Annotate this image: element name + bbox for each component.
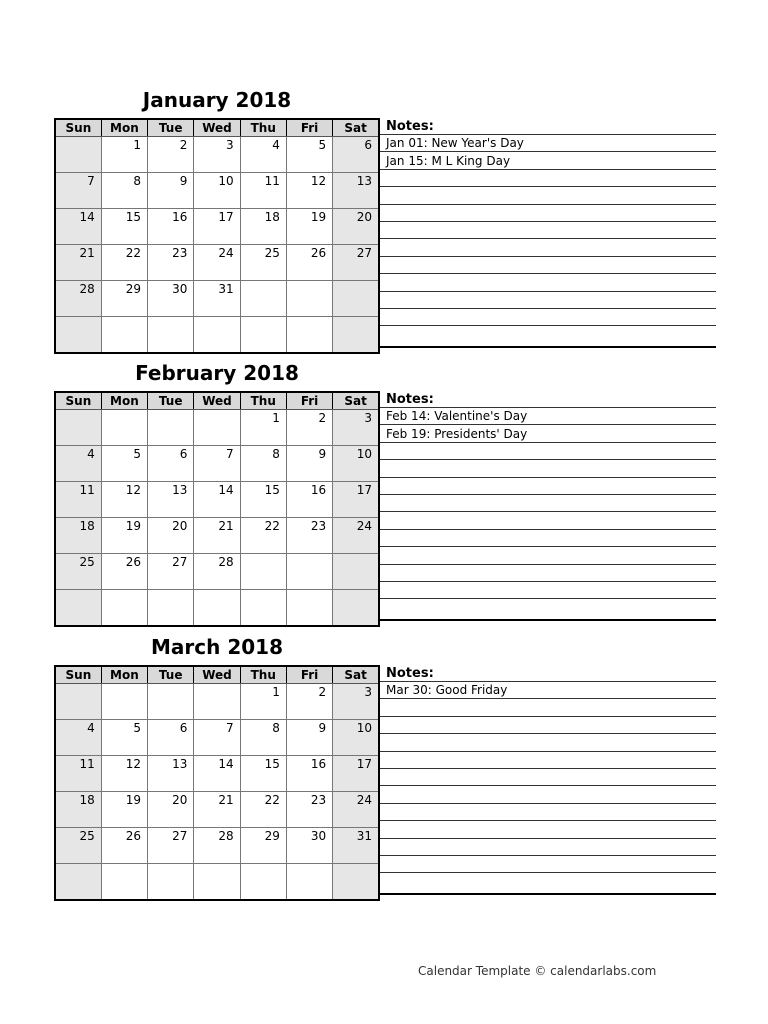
day-cell: 23 (286, 792, 332, 828)
day-cell: 11 (240, 173, 286, 209)
note-line (380, 582, 716, 599)
day-cell: 8 (101, 173, 147, 209)
day-cell: 3 (333, 410, 379, 446)
note-line (380, 257, 716, 274)
day-cell: 23 (148, 245, 194, 281)
notes-panel (380, 391, 716, 621)
weekday-header: Tue (148, 392, 194, 410)
week-row (55, 792, 379, 828)
day-cell: 29 (101, 281, 147, 317)
day-cell: 22 (240, 518, 286, 554)
note-line (380, 717, 716, 734)
note-line (380, 188, 716, 205)
day-cell: 13 (333, 173, 379, 209)
week-row (55, 828, 379, 864)
day-cell: 28 (194, 828, 240, 864)
day-cell: 7 (194, 446, 240, 482)
day-cell: 16 (148, 209, 194, 245)
weekday-header: Fri (286, 119, 332, 137)
day-cell: 12 (101, 756, 147, 792)
day-cell: 17 (333, 756, 379, 792)
weekday-header: Mon (101, 119, 147, 137)
day-cell: 21 (55, 245, 101, 281)
day-cell: 29 (240, 828, 286, 864)
note-line: Jan 15: M L King Day (380, 153, 716, 170)
note-line (380, 530, 716, 547)
day-cell (55, 590, 101, 627)
month-grid (54, 391, 380, 627)
day-cell (194, 410, 240, 446)
day-cell: 8 (240, 720, 286, 756)
note-line (380, 822, 716, 839)
day-cell: 5 (286, 137, 332, 173)
day-cell: 27 (148, 554, 194, 590)
day-cell: 25 (55, 554, 101, 590)
note-line (380, 565, 716, 582)
day-cell (286, 864, 332, 901)
day-cell: 2 (286, 684, 332, 720)
weekday-header: Sat (333, 119, 379, 137)
notes-label: Notes: (386, 392, 434, 407)
note-line (380, 700, 716, 717)
note-line: Jan 01: New Year's Day (380, 135, 716, 152)
note-line (380, 478, 716, 495)
day-cell (148, 864, 194, 901)
day-cell: 21 (194, 518, 240, 554)
day-cell: 9 (286, 446, 332, 482)
month-title: January 2018 (142, 88, 292, 112)
note-line: Feb 19: Presidents' Day (380, 426, 716, 443)
day-cell: 10 (333, 446, 379, 482)
day-cell (286, 317, 332, 354)
day-cell: 25 (240, 245, 286, 281)
day-cell: 20 (333, 209, 379, 245)
day-cell (333, 590, 379, 627)
weekday-header: Wed (194, 119, 240, 137)
day-cell (240, 554, 286, 590)
day-cell: 12 (286, 173, 332, 209)
note-line (380, 752, 716, 769)
day-cell: 28 (55, 281, 101, 317)
weekday-header: Fri (286, 392, 332, 410)
month-title: March 2018 (151, 635, 283, 659)
day-cell: 13 (148, 756, 194, 792)
day-cell (333, 317, 379, 354)
day-cell (55, 410, 101, 446)
day-cell (240, 317, 286, 354)
week-row (55, 173, 379, 209)
note-line (380, 735, 716, 752)
day-cell: 16 (286, 482, 332, 518)
day-cell: 25 (55, 828, 101, 864)
day-cell: 27 (333, 245, 379, 281)
day-cell: 8 (240, 446, 286, 482)
weekday-header: Wed (194, 666, 240, 684)
weekday-header: Thu (240, 666, 286, 684)
week-row (55, 137, 379, 173)
weekday-header: Sun (55, 392, 101, 410)
day-cell: 19 (101, 518, 147, 554)
day-cell (333, 554, 379, 590)
note-line (380, 513, 716, 530)
note-line (380, 495, 716, 512)
day-cell: 6 (148, 446, 194, 482)
weekday-header: Tue (148, 119, 194, 137)
note-line (380, 461, 716, 478)
day-cell: 19 (101, 792, 147, 828)
note-line (380, 309, 716, 326)
notes-panel (380, 665, 716, 895)
weekday-header: Mon (101, 392, 147, 410)
week-row (55, 554, 379, 590)
day-cell: 1 (240, 684, 286, 720)
week-row (55, 482, 379, 518)
day-cell (55, 684, 101, 720)
day-cell (101, 684, 147, 720)
day-cell: 4 (240, 137, 286, 173)
day-cell: 5 (101, 446, 147, 482)
day-cell: 24 (333, 792, 379, 828)
weekday-header: Tue (148, 666, 194, 684)
weekday-header: Wed (194, 392, 240, 410)
note-line (380, 391, 716, 408)
day-cell: 28 (194, 554, 240, 590)
day-cell: 26 (101, 554, 147, 590)
day-cell: 22 (101, 245, 147, 281)
day-cell (240, 864, 286, 901)
weekday-header: Sat (333, 666, 379, 684)
day-cell (101, 590, 147, 627)
day-cell: 1 (101, 137, 147, 173)
day-cell: 4 (55, 720, 101, 756)
day-cell: 6 (148, 720, 194, 756)
day-cell (148, 590, 194, 627)
day-cell: 21 (194, 792, 240, 828)
day-cell: 24 (194, 245, 240, 281)
day-cell (194, 590, 240, 627)
weekday-header: Sat (333, 392, 379, 410)
week-row (55, 209, 379, 245)
day-cell (240, 590, 286, 627)
day-cell: 15 (240, 482, 286, 518)
notes-label: Notes: (386, 666, 434, 681)
footer-credit: Calendar Template © calendarlabs.com (418, 964, 657, 978)
month-grid (54, 665, 380, 901)
day-cell (55, 137, 101, 173)
week-row (55, 317, 379, 354)
day-cell (194, 864, 240, 901)
day-cell: 11 (55, 482, 101, 518)
day-cell: 2 (148, 137, 194, 173)
day-cell: 27 (148, 828, 194, 864)
week-row (55, 864, 379, 901)
day-cell: 14 (194, 482, 240, 518)
day-cell: 22 (240, 792, 286, 828)
week-row (55, 446, 379, 482)
note-line (380, 787, 716, 804)
weekday-header: Sun (55, 666, 101, 684)
note-line (380, 839, 716, 856)
month-title: February 2018 (135, 361, 299, 385)
week-row (55, 756, 379, 792)
day-cell: 23 (286, 518, 332, 554)
day-cell: 7 (194, 720, 240, 756)
day-cell (286, 590, 332, 627)
day-cell: 30 (148, 281, 194, 317)
day-cell: 4 (55, 446, 101, 482)
day-cell: 31 (333, 828, 379, 864)
weekday-header: Sun (55, 119, 101, 137)
weekday-header: Fri (286, 666, 332, 684)
note-line (380, 205, 716, 222)
day-cell: 12 (101, 482, 147, 518)
day-cell (148, 684, 194, 720)
note-line (380, 240, 716, 257)
day-cell (148, 410, 194, 446)
day-cell (148, 317, 194, 354)
week-row (55, 245, 379, 281)
day-cell: 14 (55, 209, 101, 245)
day-cell (101, 410, 147, 446)
note-line (380, 804, 716, 821)
day-cell: 3 (333, 684, 379, 720)
day-cell (240, 281, 286, 317)
day-cell (101, 864, 147, 901)
note-line: Feb 14: Valentine's Day (380, 408, 716, 425)
day-cell: 20 (148, 792, 194, 828)
day-cell: 14 (194, 756, 240, 792)
day-cell: 3 (194, 137, 240, 173)
weekday-header: Mon (101, 666, 147, 684)
note-line (380, 856, 716, 873)
day-cell (333, 281, 379, 317)
day-cell (333, 864, 379, 901)
day-cell: 9 (286, 720, 332, 756)
day-cell: 2 (286, 410, 332, 446)
month-february (54, 361, 716, 601)
day-cell: 24 (333, 518, 379, 554)
day-cell: 16 (286, 756, 332, 792)
day-cell (194, 317, 240, 354)
day-cell (55, 317, 101, 354)
day-cell: 18 (55, 518, 101, 554)
week-row (55, 590, 379, 627)
note-line (380, 769, 716, 786)
note-line (380, 292, 716, 309)
day-cell: 1 (240, 410, 286, 446)
day-cell: 26 (101, 828, 147, 864)
day-cell (286, 554, 332, 590)
day-cell: 13 (148, 482, 194, 518)
day-cell: 17 (333, 482, 379, 518)
weekday-header: Thu (240, 119, 286, 137)
weekday-header: Thu (240, 392, 286, 410)
notes-label: Notes: (386, 119, 434, 134)
day-cell: 31 (194, 281, 240, 317)
day-cell: 6 (333, 137, 379, 173)
note-line (380, 222, 716, 239)
note-line (380, 548, 716, 565)
note-line: Mar 30: Good Friday (380, 682, 716, 699)
day-cell (194, 684, 240, 720)
day-cell: 10 (333, 720, 379, 756)
note-line (380, 443, 716, 460)
day-cell: 10 (194, 173, 240, 209)
week-row (55, 720, 379, 756)
note-line (380, 170, 716, 187)
week-row (55, 410, 379, 446)
month-grid (54, 118, 380, 354)
day-cell: 30 (286, 828, 332, 864)
day-cell: 26 (286, 245, 332, 281)
day-cell: 19 (286, 209, 332, 245)
week-row (55, 281, 379, 317)
day-cell (101, 317, 147, 354)
note-line (380, 275, 716, 292)
day-cell: 18 (240, 209, 286, 245)
day-cell: 15 (240, 756, 286, 792)
day-cell (286, 281, 332, 317)
month-january (54, 88, 716, 328)
note-line (380, 665, 716, 682)
week-row (55, 684, 379, 720)
day-cell: 9 (148, 173, 194, 209)
day-cell (55, 864, 101, 901)
note-line (380, 118, 716, 135)
day-cell: 20 (148, 518, 194, 554)
day-cell: 11 (55, 756, 101, 792)
week-row (55, 518, 379, 554)
day-cell: 15 (101, 209, 147, 245)
day-cell: 5 (101, 720, 147, 756)
day-cell: 18 (55, 792, 101, 828)
day-cell: 7 (55, 173, 101, 209)
day-cell: 17 (194, 209, 240, 245)
month-march (54, 635, 716, 875)
notes-panel (380, 118, 716, 348)
